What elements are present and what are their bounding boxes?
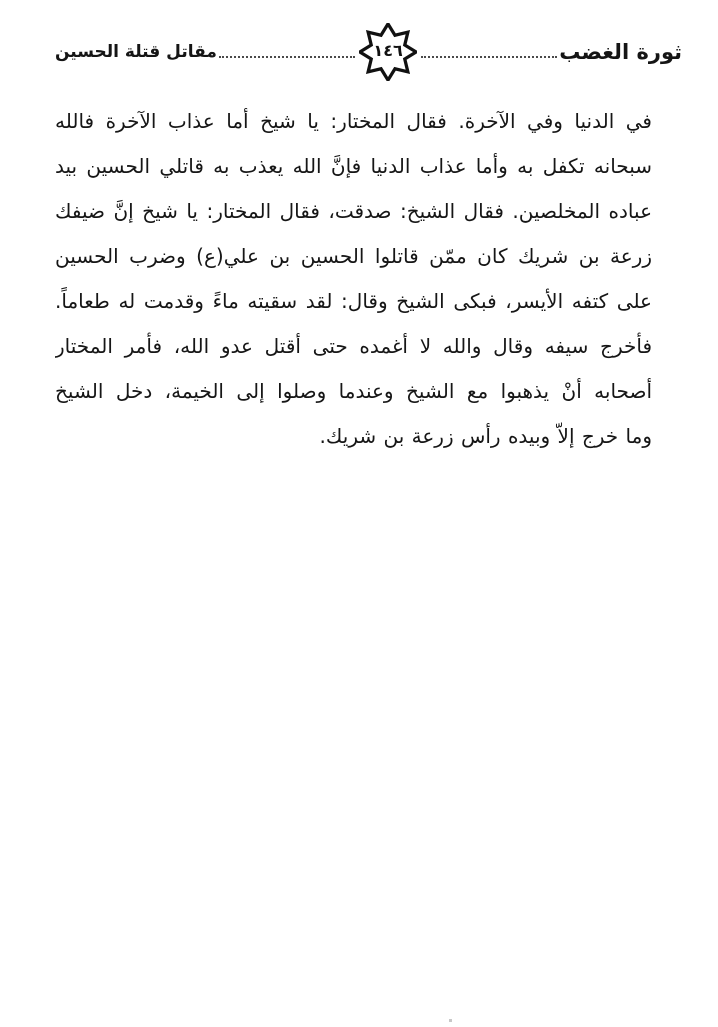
page-header	[0, 26, 718, 78]
dotted-leader-right	[421, 56, 557, 58]
text-line: فأخرج سيفه وقال والله لا أغمده حتى أقتل عدو الله، فأمر المختار	[55, 334, 652, 358]
text-line: على كتفه الأيسر، فبكى الشيخ وقال: لقد سقيته ماءً وقدمت له طعاماً.	[55, 289, 652, 313]
text-line: وما خرج إلاّ وبيده رأس زرعة بن شريك.	[319, 424, 652, 448]
header-book-title: ثورة الغضب	[559, 40, 682, 64]
text-line: زرعة بن شريك كان ممّن قاتلوا الحسين بن علي(ع) وضرب الحسين	[55, 244, 652, 268]
page-body	[55, 99, 652, 459]
text-line: في الدنيا وفي الآخرة. فقال المختار: يا شيخ أما عذاب الآخرة فالله	[55, 109, 652, 133]
page-number-ornament	[359, 23, 417, 81]
text-line: أصحابه أنْ يذهبوا مع الشيخ وعندما وصلوا إلى الخيمة، دخل الشيخ	[55, 379, 652, 403]
scan-speck	[449, 1019, 452, 1022]
header-chapter-title: مقاتل قتلة الحسين	[54, 42, 217, 62]
text-line: عباده المخلصين. فقال الشيخ: صدقت، فقال المختار: يا شيخ إنَّ ضيفك	[55, 199, 652, 223]
page-number: ١٤٦	[373, 41, 403, 60]
dotted-leader-left	[219, 56, 355, 58]
text-line: سبحانه تكفل به وأما عذاب الدنيا فإنَّ الله يعذب به قاتلي الحسين بيد	[55, 154, 652, 178]
